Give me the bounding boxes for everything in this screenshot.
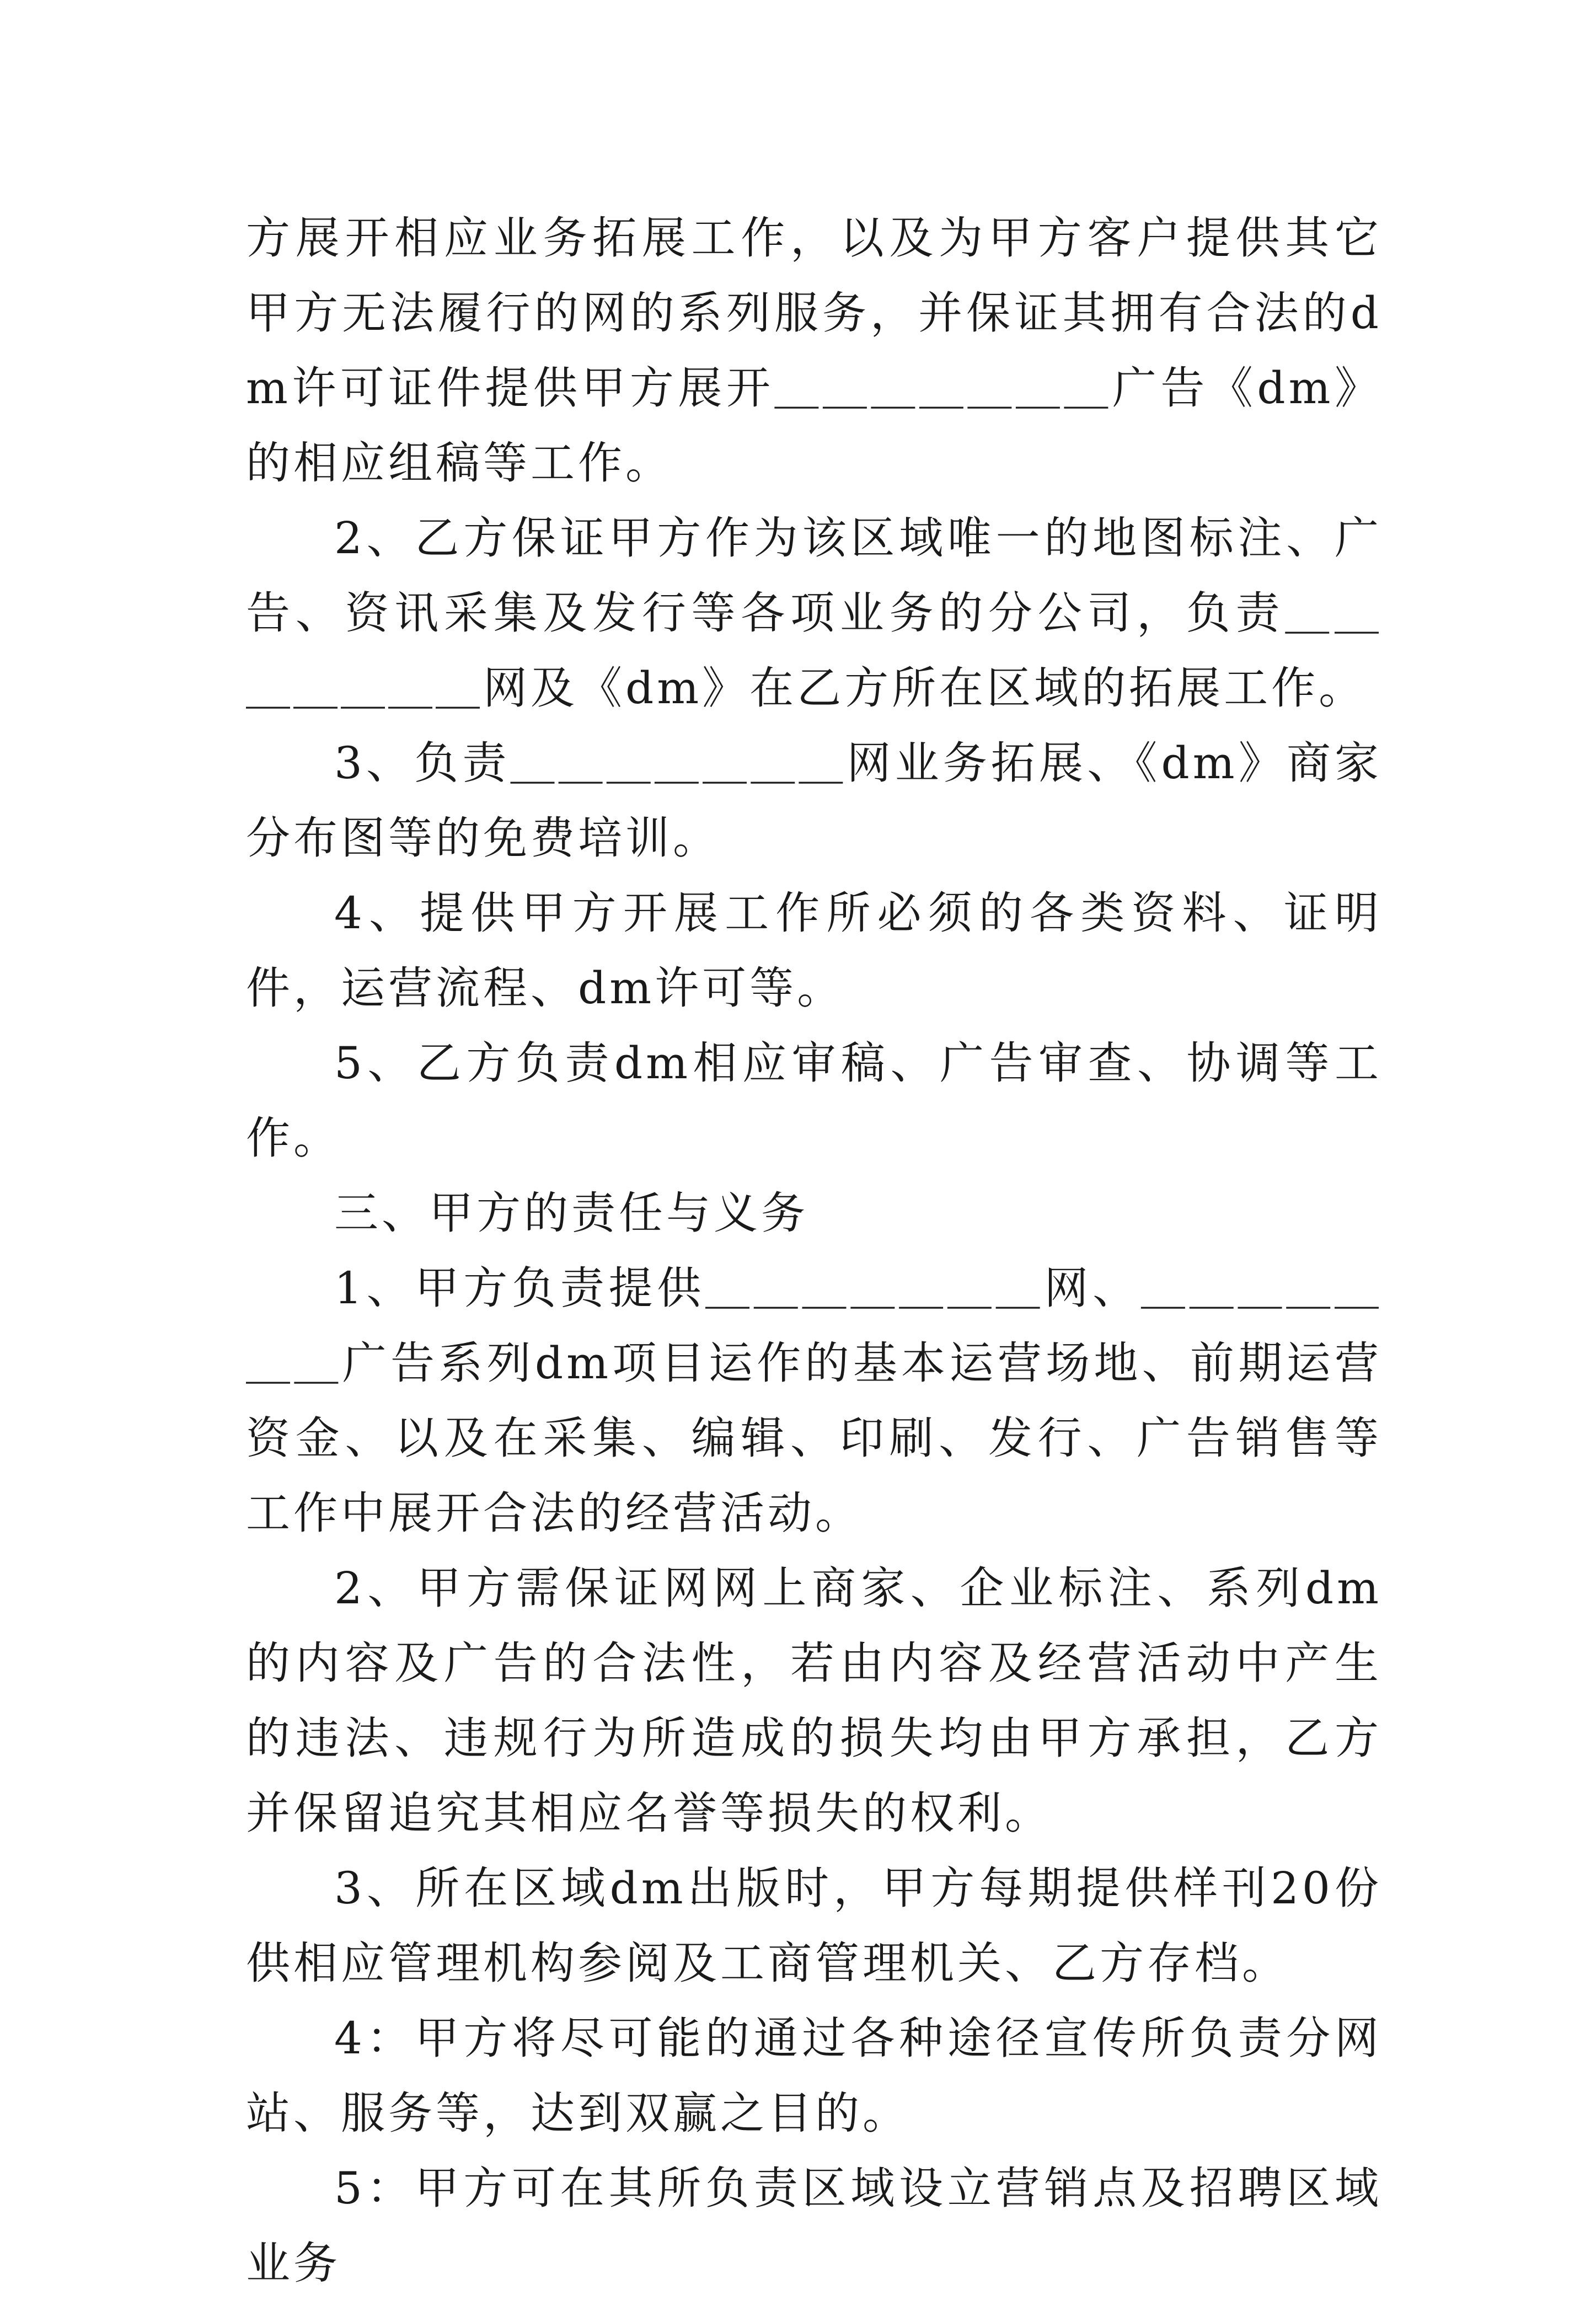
paragraph-9: 3、所在区域dm出版时，甲方每期提供样刊20份供相应管理机构参阅及工商管理机关、乙方存档。	[246, 1863, 1382, 1989]
paragraph-7: 1、甲方负责提供＿＿＿＿＿＿＿网、＿＿＿＿＿＿＿广告系列dm项目运作的基本运营场地、前期运营资金、以及在采集、编辑、印刷、发行、广告销售等工作中展开合法的经营活动。	[246, 1262, 1382, 1539]
paragraph-2: 2、乙方保证甲方作为该区域唯一的地图标注、广告、资讯采集及发行等各项业务的分公司，负责＿＿＿＿＿＿＿网及《dm》在乙方所在区域的拓展工作。	[246, 512, 1382, 714]
paragraph-3: 3、负责＿＿＿＿＿＿＿网业务拓展、《dm》商家分布图等的免费培训。	[246, 737, 1382, 864]
paragraph-10: 4：甲方将尽可能的通过各种途径宣传所负责分网站、服务等，达到双赢之目的。	[246, 2013, 1382, 2139]
document-body	[246, 201, 1382, 2301]
paragraph-11: 5：甲方可在其所负责区域设立营销点及招聘区域业务	[246, 2163, 1382, 2289]
paragraph-1: 方展开相应业务拓展工作，以及为甲方客户提供其它甲方无法履行的网的系列服务，并保证其拥有合法的dm许可证件提供甲方展开＿＿＿＿＿＿＿广告《dm》的相应组稿等工作。	[246, 212, 1382, 489]
paragraph-4: 4、提供甲方开展工作所必须的各类资料、证明件，运营流程、dm许可等。	[246, 887, 1382, 1014]
paragraph-8: 2、甲方需保证网网上商家、企业标注、系列dm的内容及广告的合法性，若由内容及经营活动中产生的违法、违规行为所造成的损失均由甲方承担，乙方并保留追究其相应名誉等损失的权利。	[246, 1562, 1382, 1839]
paragraph-5: 5、乙方负责dm相应审稿、广告审查、协调等工作。	[246, 1037, 1382, 1164]
section-heading: 三、甲方的责任与义务	[334, 1187, 808, 1239]
